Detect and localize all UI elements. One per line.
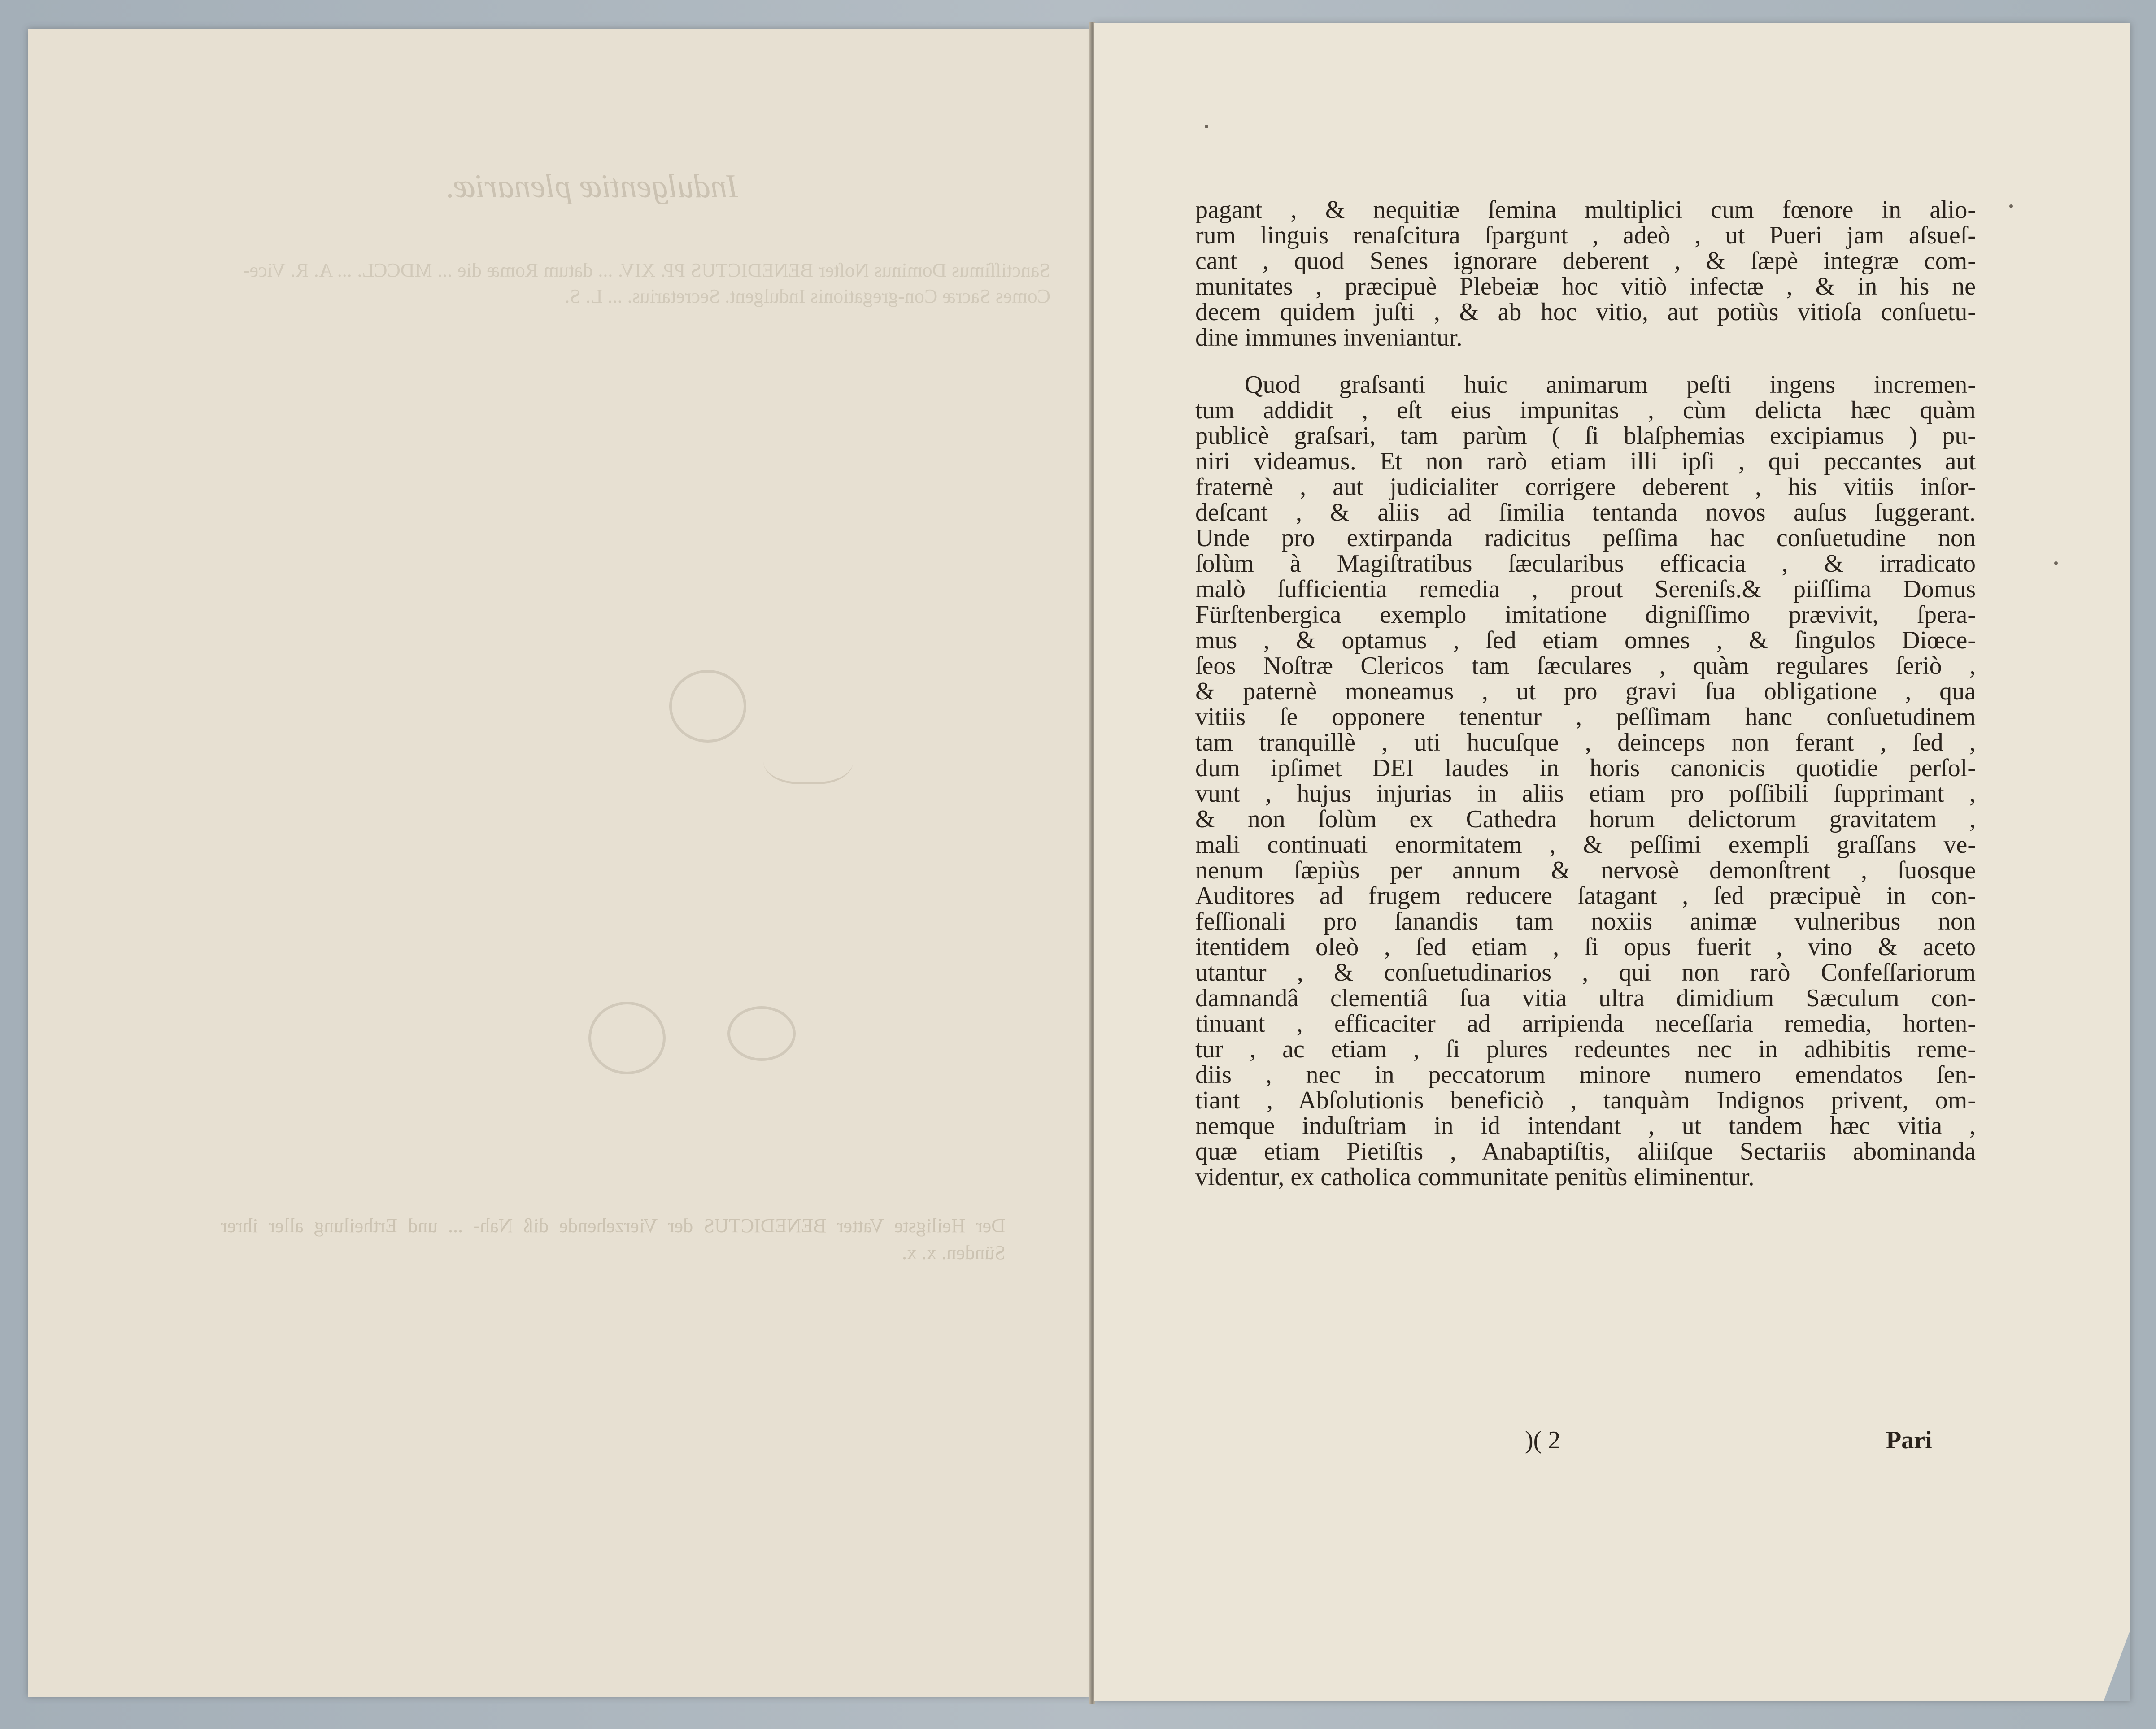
bleed-seal-icon — [588, 1002, 666, 1074]
text-line: ſeos Noſtræ Clericos tam ſæculares , quàm regulares ſeriò , — [1195, 652, 1976, 680]
text-line: & non ſolùm ex Cathedra horum delictorum gravitatem , — [1195, 805, 1976, 833]
text-line: cant , quod Senes ignorare deberent , & ſæpè integræ com- — [1195, 247, 1976, 275]
bleed-seal-icon — [669, 670, 746, 743]
text-line: & paternè moneamus , ut pro gravi ſua obligatione , qua — [1195, 678, 1976, 705]
text-line: nenum ſæpiùs per annum & nervosè demonſtrent , ſuosque — [1195, 856, 1976, 884]
text-line: decem quidem juſti , & ab hoc vitio, aut potiùs vitioſa conſuetu- — [1195, 298, 1976, 326]
bleed-signature-icon — [763, 728, 853, 784]
text-line: utantur , & conſuetudinarios , qui non rarò Confeſſariorum — [1195, 959, 1976, 986]
ink-speck — [2054, 561, 2058, 565]
text-line: tiant , Abſolutionis beneficiò , tanquàm Indignos privent, om- — [1195, 1086, 1976, 1114]
text-line: tur , ac etiam , ſi plures redeuntes nec in adhibitis reme- — [1195, 1035, 1976, 1063]
text-line: Unde pro extirpanda radicitus peſſima hac conſuetudine non — [1195, 524, 1976, 552]
text-line: videntur, ex catholica communitate penitùs eliminentur. — [1195, 1163, 1755, 1191]
ink-speck — [2009, 204, 2013, 208]
text-line: niri videamus. Et non rarò etiam illi ipſi , qui peccantes aut — [1195, 447, 1976, 475]
text-line: tinuant , efficaciter ad arripienda neceſſaria remedia, horten- — [1195, 1010, 1976, 1038]
text-line: Fürſtenbergica exemplo imitatione digniſſimo prævivit, ſpera- — [1195, 601, 1976, 629]
ink-speck — [1205, 125, 1208, 128]
torn-corner — [2104, 1629, 2130, 1701]
text-line: nemque induſtriam in id intendant , ut tandem hæc vitia , — [1195, 1112, 1976, 1140]
text-line: ſolùm à Magiſtratibus ſæcularibus efficacia , & irradicato — [1195, 550, 1976, 578]
text-line: pagant , & nequitiæ ſemina multiplici cum fœnore in alio- — [1195, 196, 1976, 224]
bleed-through-title: Indulgentiæ plenariæ. — [445, 168, 738, 205]
text-line: tum addidit , eſt eius impunitas , cùm delicta hæc quàm — [1195, 396, 1976, 424]
text-line: Quod graſsanti huic animarum peſti ingens incremen- — [1245, 371, 1976, 399]
signature-mark: )( 2 — [1525, 1426, 1561, 1454]
text-line: mali continuati enormitatem , & peſſimi exempli graſſans ve- — [1195, 831, 1976, 859]
text-line: vunt , hujus injurias in aliis etiam pro poſſibili ſupprimant , — [1195, 780, 1976, 808]
bleed-through-latin-text: Sanctiſſimus Dominus Noſter BENEDICTUS PP. XIV. ... datum Romæ die ... MDCCL. ... A. R. Vice-Comes Sacræ Con-gregationis Indulgent. Secretarius. ... L. S. — [243, 259, 1050, 307]
text-line: Auditores ad frugem reducere ſatagant , ſed præcipuè in con- — [1195, 882, 1976, 910]
text-line: dine immunes inveniantur. — [1195, 324, 1463, 352]
text-line: damnandâ clementiâ ſua vitia ultra dimidium Sæculum con- — [1195, 984, 1976, 1012]
text-line: rum linguis renaſcitura ſpargunt , adeò , ut Pueri jam aſsueſ- — [1195, 222, 1976, 249]
text-line: fraternè , aut judicialiter corrigere deberent , his vitiis inſor- — [1195, 473, 1976, 501]
text-line: vitiis ſe opponere tenentur , peſſimam hanc conſuetudinem — [1195, 703, 1976, 731]
text-line: munitates , præcipuè Plebeiæ hoc vitiò infectæ , & in his ne — [1195, 273, 1976, 300]
bleed-through-german-text: Der Heiligste Vatter BENEDICTUS der Vierzehende diß Nah- ... und Ertheilung aller ihrer Sünden. x. x. — [216, 1215, 1006, 1264]
text-line: publicè graſsari, tam parùm ( ſi blaſphemias excipiamus ) pu- — [1195, 422, 1976, 450]
text-line: itentidem oleò , ſed etiam , ſi opus fuerit , vino & aceto — [1195, 933, 1976, 961]
text-line: quæ etiam Pietiſtis , Anabaptiſtis, aliiſque Sectariis abominanda — [1195, 1138, 1976, 1165]
text-line: dum ipſimet DEI laudes in horis canonicis quotidie perſol- — [1195, 754, 1976, 782]
text-line: tam tranquillè , uti hucuſque , deinceps non ferant , ſed , — [1195, 729, 1976, 756]
catchword: Pari — [1886, 1426, 1932, 1454]
text-line: feſſionali pro ſanandis tam noxiis animæ vulneribus non — [1195, 908, 1976, 935]
left-page-verso — [28, 29, 1090, 1697]
body-text — [1195, 197, 1976, 1190]
paragraph-gap — [1195, 351, 1976, 372]
text-line: diis , nec in peccatorum minore numero emendatos ſen- — [1195, 1061, 1976, 1089]
text-line: mus , & optamus , ſed etiam omnes , & ſingulos Diœce- — [1195, 626, 1976, 654]
text-line: deſcant , & aliis ad ſimilia tentanda novos auſus ſuggerant. — [1195, 499, 1976, 526]
text-line: malò ſufficientia remedia , prout Sereniſs.& piiſſima Domus — [1195, 575, 1976, 603]
bleed-seal-icon — [727, 1006, 796, 1061]
